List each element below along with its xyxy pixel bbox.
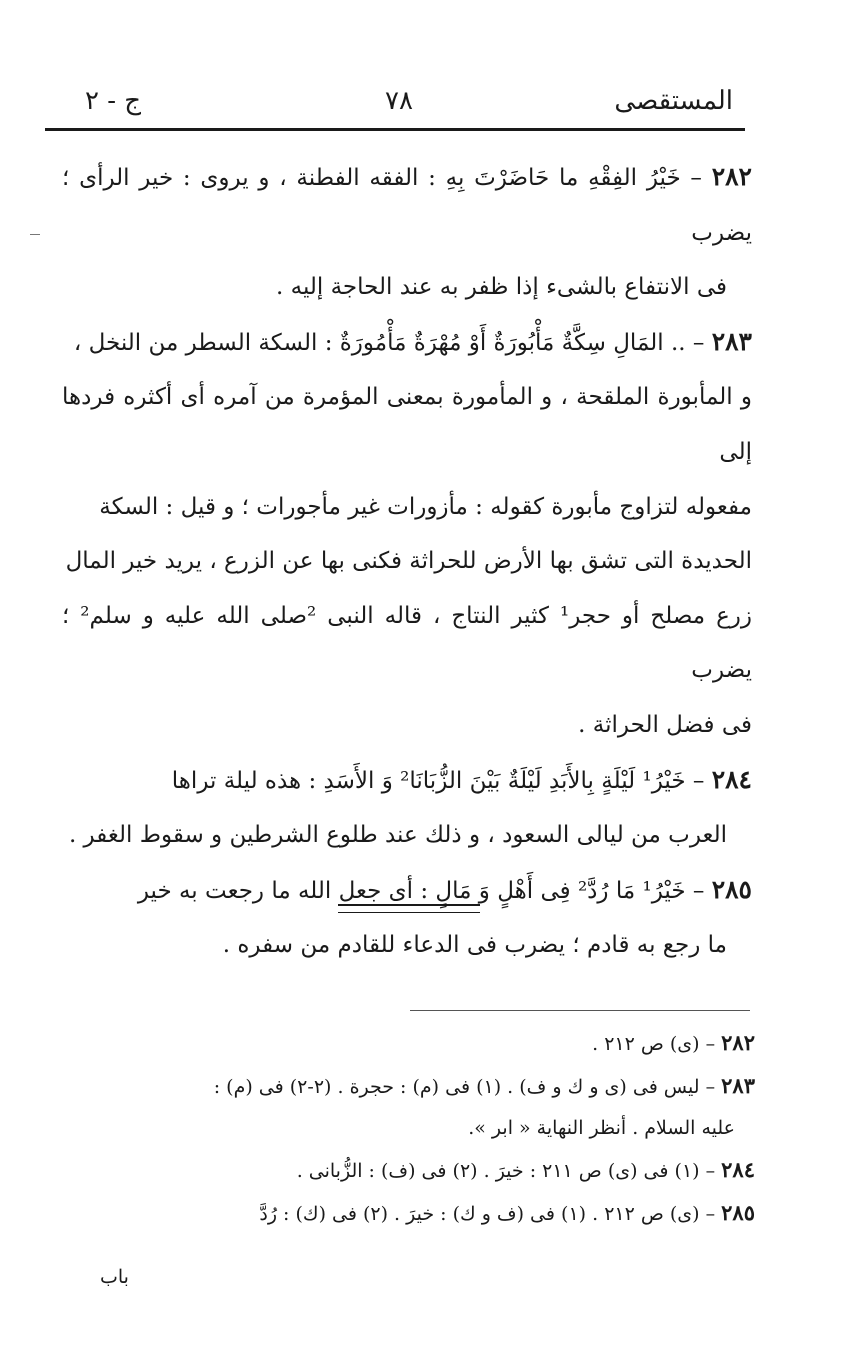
footnote-text: – ليس فى (ى و ك و ف) . (١) فى (م) : حجرة . (٢-٢) فى (م) :	[213, 1076, 716, 1098]
entry-text: ما رجع به قادم ؛ يضرب فى الدعاء للقادم من سفره .	[222, 932, 727, 959]
volume-label: ج - ٢	[85, 86, 142, 116]
entry-number: ٢٨٥	[711, 874, 752, 904]
entry-text: فى الانتفاع بالشىء إذا ظفر به عند الحاجة إليه .	[275, 274, 727, 301]
entry-number: ٢٨٣	[711, 326, 752, 356]
entry-continuation	[62, 918, 752, 973]
entry-continuation	[62, 260, 752, 315]
entry-text: فى فضل الحراثة .	[578, 711, 752, 738]
footnote-number: ٢٨٥	[721, 1200, 755, 1225]
entry-text: – خَيْرُ الفِقْهِ ما حَاضَرْتَ بِهِ : الفقه الفطنة ، و يروى : خير الرأى ؛ يضرب	[62, 165, 752, 246]
page-header	[45, 80, 745, 124]
section-divider	[338, 904, 480, 913]
footnote-282	[60, 1022, 755, 1065]
entry-continuation	[62, 589, 752, 698]
page-number: ٧٨	[385, 86, 413, 116]
entry-continuation	[62, 534, 752, 589]
entry-text: زرع مصلح أو حجر¹ كثير النتاج ، قاله النبى ²صلى الله عليه و سلم² ؛ يضرب	[62, 602, 753, 684]
entry-text: و المأبورة الملقحة ، و المأمورة بمعنى المؤمرة من آمره أى أكثره فردها إلى	[62, 384, 752, 465]
entry-text: – خَيْرُ¹ مَا رُدَّ² فِى أَهْلٍ وَ مَالٍ : أى جعل الله ما رجعت به خير	[137, 877, 705, 904]
entry-text: العرب من ليالى السعود ، و ذلك عند طلوع الشرطين و سقوط الغفر .	[68, 822, 727, 849]
entry-continuation	[62, 480, 752, 535]
footnote-number: ٢٨٢	[721, 1030, 755, 1055]
footnote-283	[60, 1065, 755, 1108]
entry-continuation	[62, 370, 752, 479]
footnote-text: – (ى) ص ٢١٢ . (١) فى (ف و ك) : خيرَ . (٢) فى (ك) : رُدَّ	[259, 1203, 716, 1225]
proverb-entry-282	[62, 150, 752, 260]
footnotes	[60, 1022, 755, 1235]
entry-continuation	[62, 698, 752, 753]
footnote-285	[60, 1192, 755, 1235]
footnote-text: – (ى) ص ٢١٢ .	[592, 1033, 716, 1055]
main-text	[62, 150, 752, 973]
entry-number: ٢٨٤	[711, 764, 752, 794]
book-title: المستقصى	[614, 86, 733, 116]
catchword: باب	[100, 1266, 129, 1288]
proverb-entry-284	[62, 753, 752, 809]
header-rule	[45, 128, 745, 131]
margin-mark	[30, 234, 40, 235]
entry-text: – .. المَالِ سِكَّةٌ مَأْبُورَةٌ أَوْ مُهْرَةٌ مَأْمُورَةٌ : السكة السطر من النخل ،	[73, 329, 705, 356]
entry-number: ٢٨٢	[711, 162, 752, 191]
footnote-284	[60, 1149, 755, 1192]
footnote-continuation	[60, 1108, 755, 1149]
entry-text: الحديدة التى تشق بها الأرض للحراثة فكنى بها عن الزرع ، يريد خير المال	[65, 548, 752, 575]
footnote-text: عليه السلام . أنظر النهاية « ابر ».	[468, 1117, 735, 1139]
entry-text: مفعوله لتزاوج مأبورة كقوله : مأزورات غير مأجورات ؛ و قيل : السكة	[99, 493, 752, 520]
entry-continuation	[62, 808, 752, 863]
footnote-number: ٢٨٤	[721, 1157, 755, 1182]
footnote-number: ٢٨٣	[721, 1073, 755, 1098]
proverb-entry-283	[62, 315, 752, 371]
entry-text: – خَيْرُ¹ لَيْلَةٍ بِالأَبَدِ لَيْلَةٌ بَيْنَ الزُّبَانَا² وَ الأَسَدِ : هذه ليلة تراها	[171, 767, 705, 794]
footnote-rule	[410, 1010, 750, 1011]
footnote-text: – (١) فى (ى) ص ٢١١ : خيرَ . (٢) فى (ف) : الزُّبانى .	[296, 1160, 716, 1182]
